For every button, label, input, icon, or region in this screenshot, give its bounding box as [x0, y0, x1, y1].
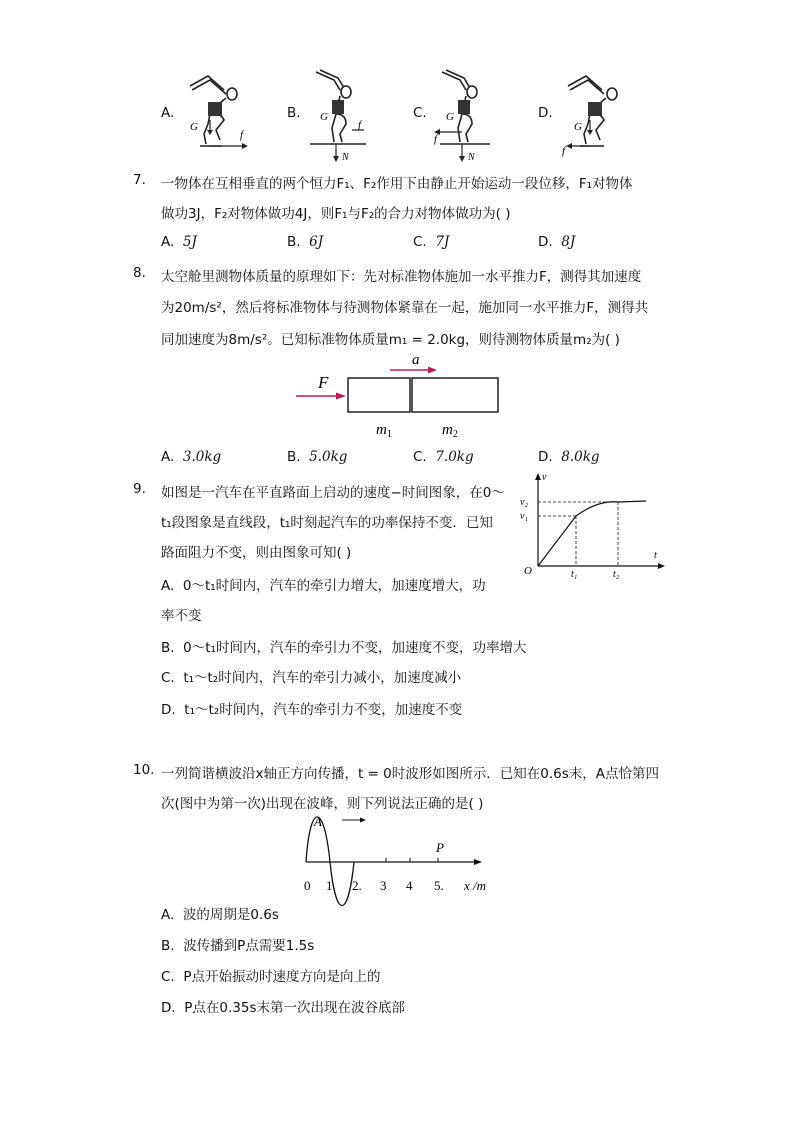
q6-option-c-letter[interactable]: C.: [413, 105, 427, 121]
q10-text-line1: 一列简谐横波沿x轴正方向传播，t = 0时波形如图所示．已知在0.6s末，A点恰第四: [161, 766, 660, 782]
q6-figure-b: [306, 68, 386, 163]
q10-option-b[interactable]: B. 波传播到P点需要1.5s: [161, 938, 315, 954]
q10-tick-3: 3: [380, 878, 387, 893]
q10-tick-5: 5.: [434, 878, 444, 893]
q10-option-d[interactable]: D. P点在0.35s末第一次出现在波谷底部: [161, 1000, 406, 1016]
q10-x-axis-label: x /m: [464, 878, 487, 893]
q6-option-a-letter[interactable]: A.: [161, 105, 175, 121]
q7-option-c[interactable]: C. 7J: [413, 234, 450, 250]
q7-text-line2: 做功3J，F₂对物体做功4J，则F₁与F₂的合力对物体做功为( ): [161, 206, 511, 222]
q10-option-c[interactable]: C. P点开始振动时速度方向是向上的: [161, 969, 381, 985]
q8-block-m2: [412, 378, 498, 412]
q10-tick-4: 4: [406, 878, 413, 893]
q10-text-line2: 次(图中为第一次)出现在波峰，则下列说法正确的是( ): [161, 796, 484, 812]
q6-d-f-label: f: [562, 145, 566, 157]
q6-figure-c: [432, 68, 512, 163]
q9-v2-label: v₂: [520, 497, 528, 508]
q9-v1-label: v₁: [520, 511, 528, 522]
q10-number: 10.: [133, 762, 155, 778]
q8-accel-label: a: [412, 352, 420, 368]
q8-option-b[interactable]: B. 5.0kg: [287, 449, 348, 465]
q9-v-axis-label: v: [542, 472, 547, 483]
q10-wave-graph: [296, 812, 496, 898]
q7-option-d[interactable]: D. 8J: [538, 234, 576, 250]
q6-b-f-label: f: [358, 119, 362, 131]
q6-c-g-label: G: [446, 111, 454, 123]
q10-point-p-label: P: [436, 840, 444, 855]
q9-option-a-continued: 率不变: [161, 608, 202, 624]
q9-linear-segment: [538, 516, 576, 566]
q6-b-n-label: N: [342, 152, 349, 163]
q8-option-c[interactable]: C. 7.0kg: [413, 449, 474, 465]
q9-text-line2: t₁段图象是直线段，t₁时刻起汽车的功率保持不变．已知: [161, 515, 493, 531]
q8-figure-blocks: [290, 350, 510, 442]
q9-t2-label: t₂: [613, 569, 620, 580]
q6-figure-d: [560, 68, 640, 160]
q9-origin-label: O: [524, 565, 532, 577]
q7-number: 7.: [133, 172, 146, 188]
q8-m1-label: $m_1$: [376, 422, 392, 440]
q10-option-a[interactable]: A. 波的周期是0.6s: [161, 907, 279, 923]
q6-figure-a: [180, 68, 260, 158]
q6-option-d-letter[interactable]: D.: [538, 105, 553, 121]
q9-option-a[interactable]: A. 0～t₁时间内，汽车的牵引力增大，加速度增大，功: [161, 578, 486, 594]
q8-m2-label: $m_2$: [442, 422, 458, 440]
q8-block-m1: [348, 378, 410, 412]
q10-tick-2: 2.: [352, 878, 362, 893]
q9-curve-segment: [576, 501, 646, 516]
q8-text-line2: 为20m/s²，然后将标准物体与待测物体紧靠在一起，施加同一水平推力F，测得共: [161, 300, 649, 316]
q9-option-c[interactable]: C. t₁～t₂时间内，汽车的牵引力减小，加速度减小: [161, 670, 462, 686]
q9-t1-label: t₁: [571, 569, 578, 580]
q10-point-a-label: A: [314, 814, 322, 829]
q6-c-f-label: f: [434, 133, 438, 145]
q9-text-line1: 如图是一汽车在平直路面上启动的速度−时间图象，在0～: [161, 485, 505, 501]
q6-a-g-label: G: [190, 121, 198, 133]
q6-d-g-label: G: [574, 121, 582, 133]
q6-option-b-letter[interactable]: B.: [287, 105, 301, 121]
q8-force-label: F: [318, 373, 329, 392]
q8-option-d[interactable]: D. 8.0kg: [538, 449, 600, 465]
q9-text-line3: 路面阻力不变，则由图象可知( ): [161, 545, 352, 561]
q8-text-line3: 同加速度为8m/s²。已知标准物体质量m₁ = 2.0kg，则待测物体质量m₂为( ): [161, 332, 620, 348]
q9-option-b[interactable]: B. 0～t₁时间内，汽车的牵引力不变，加速度不变，功率增大: [161, 640, 527, 656]
q9-option-d[interactable]: D. t₁～t₂时间内，汽车的牵引力不变，加速度不变: [161, 702, 463, 718]
q9-vt-graph: [518, 470, 668, 582]
q8-text-line1: 太空舱里测物体质量的原理如下：先对标准物体施加一水平推力F，测得其加速度: [161, 269, 642, 285]
q7-option-a[interactable]: A. 5J: [161, 234, 197, 250]
q10-tick-0: 0: [304, 878, 311, 893]
q6-a-f-label: f: [240, 129, 244, 141]
q7-option-b[interactable]: B. 6J: [287, 234, 324, 250]
q7-text-line1: 一物体在互相垂直的两个恒力F₁、F₂作用下由静止开始运动一段位移，F₁对物体: [161, 176, 633, 192]
q8-option-a[interactable]: A. 3.0kg: [161, 449, 222, 465]
q6-b-g-label: G: [320, 111, 328, 123]
q10-tick-1: 1: [326, 878, 333, 893]
q6-c-n-label: N: [468, 152, 475, 163]
q8-number: 8.: [133, 265, 146, 281]
q9-t-axis-label: t: [654, 550, 657, 561]
q9-number: 9.: [133, 481, 146, 497]
